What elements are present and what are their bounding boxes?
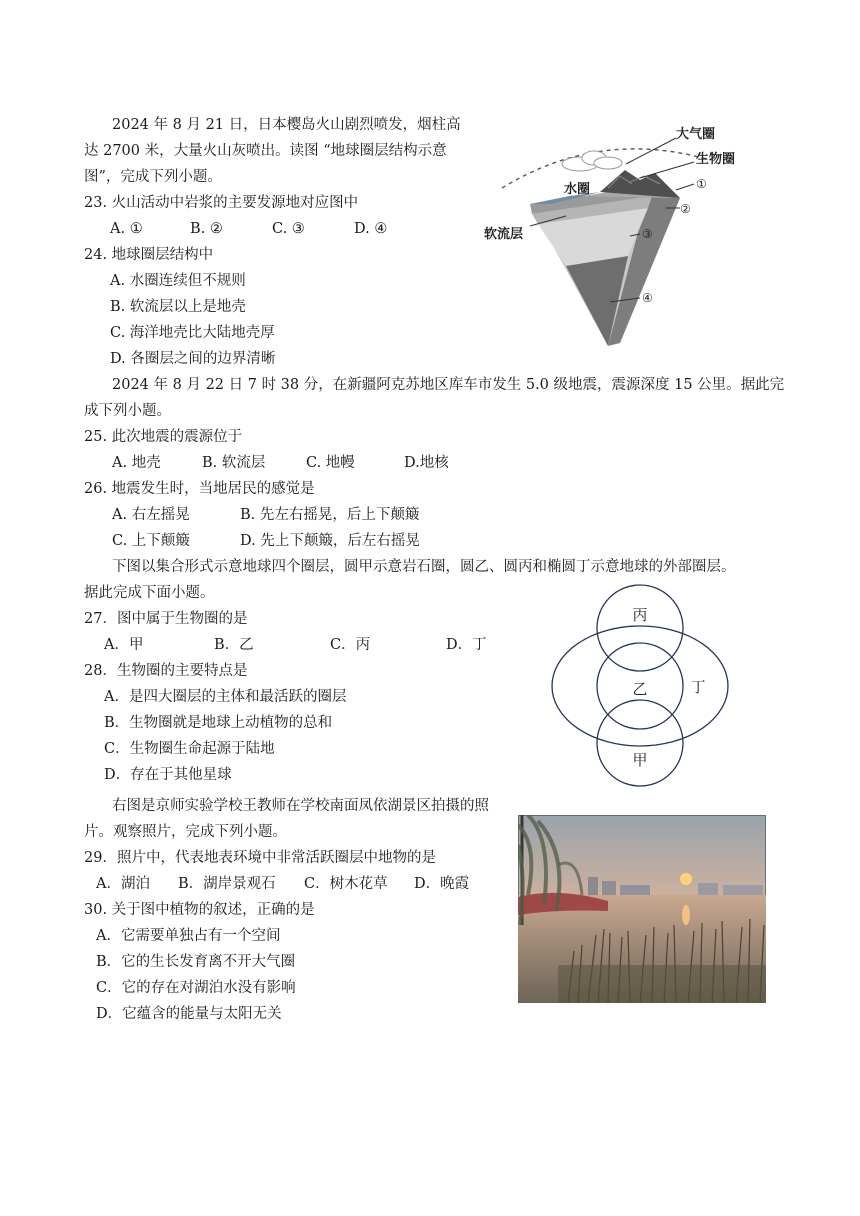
- q23-option-b[interactable]: B. ②: [190, 221, 223, 237]
- q25-stem: 25. 此次地震的震源位于: [84, 429, 243, 445]
- q24-option-c[interactable]: C. 海洋地壳比大陆地壳厚: [110, 325, 275, 341]
- circle-bing: [597, 585, 683, 671]
- intro2-line2: 成下列小题。: [84, 403, 171, 419]
- q24-option-a[interactable]: A. 水圈连续但不规则: [110, 273, 246, 289]
- venn-label-bing: 丙: [632, 606, 648, 624]
- q27-stem: 27．图中属于生物圈的是: [84, 611, 248, 627]
- q24-option-b[interactable]: B. 软流层以上是地壳: [110, 299, 246, 315]
- q28-option-c[interactable]: C．生物圈生命起源于陆地: [104, 741, 275, 757]
- intro2-line1: 2024 年 8 月 22 日 7 时 38 分，在新疆阿克苏地区库车市发生 5.0 级地震，震源深度 15 公里。据此完: [112, 377, 785, 393]
- q30-option-b[interactable]: B．它的生长发育离不开大气圈: [96, 954, 296, 970]
- q26-option-c[interactable]: C. 上下颠簸: [112, 533, 190, 549]
- q29-option-c[interactable]: C．树木花草: [304, 876, 388, 892]
- hydrosphere-label: 水圈: [564, 182, 591, 197]
- q25-option-a[interactable]: A. 地壳: [112, 455, 161, 471]
- label-n1: ①: [696, 177, 707, 191]
- atmosphere-label: 大气圈: [676, 127, 716, 142]
- q28-option-a[interactable]: A．是四大圈层的主体和最活跃的圈层: [104, 689, 347, 705]
- q25-option-c[interactable]: C. 地幔: [306, 455, 355, 471]
- q24-option-d[interactable]: D. 各圈层之间的边界清晰: [110, 351, 276, 367]
- intro1-line3: 图”，完成下列小题。: [84, 169, 222, 185]
- q27-option-a[interactable]: A．甲: [104, 637, 144, 653]
- biosphere-label: 生物圈: [696, 152, 736, 167]
- asthenosphere-label: 软流层: [484, 227, 524, 242]
- q23-stem: 23. 火山活动中岩浆的主要发源地对应图中: [84, 195, 359, 211]
- q23-option-a[interactable]: A. ①: [110, 221, 143, 237]
- venn-label-jia: 甲: [632, 751, 648, 769]
- intro4-line2: 片。观察照片，完成下列小题。: [84, 824, 287, 840]
- q25-option-d[interactable]: D.地核: [404, 455, 449, 471]
- q29-stem: 29．照片中，代表地表环境中非常活跃圈层中地物的是: [84, 850, 436, 866]
- q26-option-a[interactable]: A. 右左摇晃: [112, 507, 190, 523]
- q29-option-d[interactable]: D．晚霞: [414, 876, 470, 892]
- q26-option-d[interactable]: D. 先上下颠簸，后左右摇晃: [240, 533, 420, 549]
- intro3-line1: 下图以集合形式示意地球四个圈层，圆甲示意岩石圈，圆乙、圆丙和椭圆丁示意地球的外部圈层。: [112, 559, 736, 575]
- q26-option-b[interactable]: B. 先左右摇晃，后上下颠簸: [240, 507, 420, 523]
- q30-option-d[interactable]: D．它蕴含的能量与太阳无关: [96, 1006, 282, 1022]
- q30-option-c[interactable]: C．它的存在对湖泊水没有影响: [96, 980, 296, 996]
- cloud-icon: [562, 151, 622, 171]
- sun-icon: [680, 873, 692, 885]
- intro1-line2: 达 2700 米，大量火山灰喷出。读图 “地球圈层结构示意: [84, 143, 447, 159]
- q28-stem: 28．生物圈的主要特点是: [84, 663, 248, 679]
- earth-sphere-diagram: [480, 118, 760, 350]
- q30-option-a[interactable]: A．它需要单独占有一个空间: [96, 928, 281, 944]
- venn-label-ding: 丁: [690, 678, 706, 696]
- venn-label-yi: 乙: [632, 680, 648, 698]
- label-n3: ③: [642, 227, 653, 241]
- q27-option-b[interactable]: B．乙: [214, 637, 254, 653]
- lake-sunset-photo: [518, 815, 766, 1003]
- q29-option-b[interactable]: B．湖岸景观石: [178, 876, 276, 892]
- sphere-venn-diagram: [548, 580, 732, 816]
- q25-option-b[interactable]: B. 软流层: [202, 455, 266, 471]
- q23-option-d[interactable]: D. ④: [354, 221, 388, 237]
- intro1-line1: 2024 年 8 月 21 日，日本樱岛火山剧烈喷发，烟柱高: [112, 117, 461, 133]
- q30-stem: 30. 关于图中植物的叙述，正确的是: [84, 902, 315, 918]
- intro3-line2: 据此完成下面小题。: [84, 585, 215, 601]
- q24-stem: 24. 地球圈层结构中: [84, 247, 214, 263]
- label-n2: ②: [680, 202, 691, 216]
- q27-option-c[interactable]: C．丙: [330, 637, 371, 653]
- q28-option-b[interactable]: B．生物圈就是地球上动植物的总和: [104, 715, 333, 731]
- q29-option-a[interactable]: A．湖泊: [96, 876, 150, 892]
- q23-option-c[interactable]: C. ③: [272, 221, 305, 237]
- q28-option-d[interactable]: D．存在于其他星球: [104, 767, 232, 783]
- q27-option-d[interactable]: D．丁: [446, 637, 487, 653]
- label-n4: ④: [642, 291, 653, 305]
- intro4-line1: 右图是京师实验学校王教师在学校南面凤依湖景区拍摄的照: [112, 798, 489, 814]
- q26-stem: 26. 地震发生时，当地居民的感觉是: [84, 481, 315, 497]
